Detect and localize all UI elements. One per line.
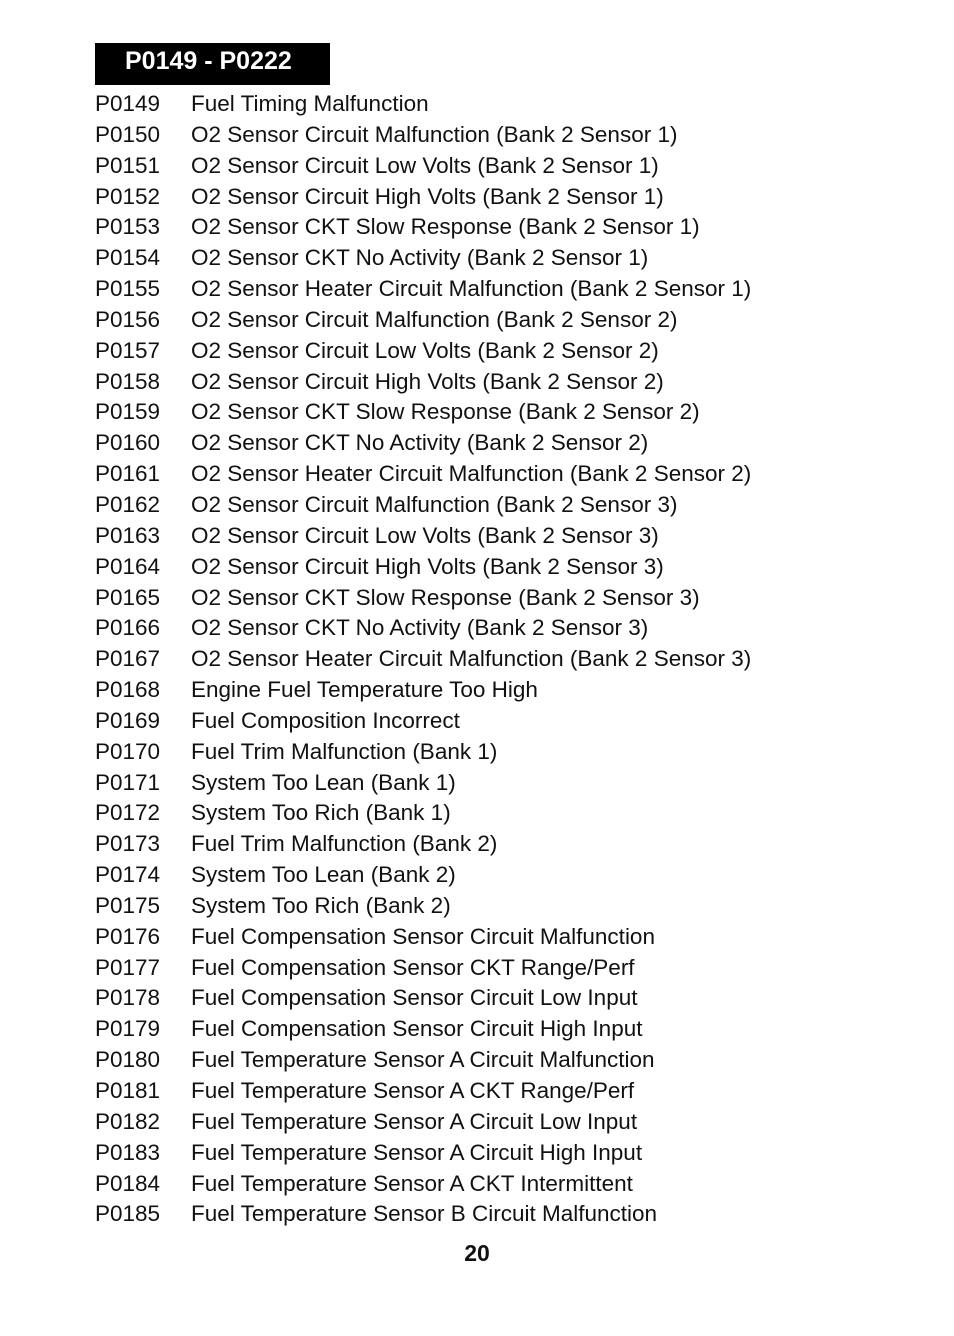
trouble-code: P0153 bbox=[95, 214, 161, 240]
trouble-code: P0158 bbox=[95, 368, 161, 394]
code-row bbox=[95, 243, 915, 274]
code-row bbox=[95, 1076, 915, 1107]
code-description: O2 Sensor CKT No Activity (Bank 2 Sensor 2) bbox=[191, 430, 649, 456]
code-row bbox=[95, 737, 915, 768]
code-row bbox=[95, 1014, 915, 1045]
code-row bbox=[95, 367, 915, 398]
code-description: System Too Lean (Bank 2) bbox=[191, 862, 456, 888]
code-row bbox=[95, 1138, 915, 1169]
trouble-code: P0157 bbox=[95, 337, 161, 363]
trouble-code: P0179 bbox=[95, 1016, 161, 1042]
code-row bbox=[95, 860, 915, 891]
code-row bbox=[95, 798, 915, 829]
code-description: O2 Sensor Circuit Low Volts (Bank 2 Sensor 3) bbox=[191, 522, 659, 548]
code-description: Fuel Temperature Sensor A Circuit High Input bbox=[191, 1139, 643, 1165]
trouble-code: P0176 bbox=[95, 923, 161, 949]
code-description: O2 Sensor Circuit Malfunction (Bank 2 Sensor 2) bbox=[191, 306, 678, 332]
code-description: Fuel Timing Malfunction bbox=[191, 91, 429, 116]
code-row bbox=[95, 1169, 915, 1200]
code-description: O2 Sensor Circuit Low Volts (Bank 2 Sensor 1) bbox=[191, 152, 659, 178]
code-range-header: P0149 - P0222 bbox=[95, 43, 330, 85]
code-description: O2 Sensor Circuit High Volts (Bank 2 Sensor 3) bbox=[191, 553, 664, 579]
trouble-code: P0164 bbox=[95, 553, 161, 579]
trouble-code: P0152 bbox=[95, 183, 161, 209]
code-row bbox=[95, 428, 915, 459]
code-description: Fuel Temperature Sensor A CKT Intermittent bbox=[191, 1170, 633, 1196]
code-row bbox=[95, 1107, 915, 1138]
code-row bbox=[95, 274, 915, 305]
trouble-code: P0173 bbox=[95, 831, 161, 857]
trouble-code: P0159 bbox=[95, 399, 161, 425]
code-row bbox=[95, 305, 915, 336]
code-description: O2 Sensor CKT No Activity (Bank 2 Sensor 3) bbox=[191, 615, 649, 641]
code-description: O2 Sensor Circuit High Volts (Bank 2 Sensor 2) bbox=[191, 368, 664, 394]
trouble-code: P0184 bbox=[95, 1170, 161, 1196]
code-row bbox=[95, 397, 915, 428]
trouble-code: P0151 bbox=[95, 152, 161, 178]
trouble-code: P0155 bbox=[95, 276, 161, 302]
code-row bbox=[95, 336, 915, 367]
trouble-code: P0172 bbox=[95, 800, 161, 826]
trouble-code: P0180 bbox=[95, 1047, 161, 1073]
code-row bbox=[95, 1045, 915, 1076]
code-description: O2 Sensor CKT Slow Response (Bank 2 Sensor 3) bbox=[191, 584, 700, 610]
code-row bbox=[95, 922, 915, 953]
code-description: Engine Fuel Temperature Too High bbox=[191, 677, 538, 703]
code-row bbox=[95, 120, 915, 151]
trouble-code: P0175 bbox=[95, 892, 161, 918]
code-description: Fuel Temperature Sensor A Circuit Low Input bbox=[191, 1108, 638, 1134]
trouble-code: P0165 bbox=[95, 584, 161, 610]
code-description: O2 Sensor Heater Circuit Malfunction (Bank 2 Sensor 3) bbox=[191, 646, 752, 672]
trouble-code: P0154 bbox=[95, 245, 161, 271]
trouble-code: P0167 bbox=[95, 646, 161, 672]
code-description: O2 Sensor Heater Circuit Malfunction (Bank 2 Sensor 1) bbox=[191, 276, 752, 302]
code-description: O2 Sensor CKT No Activity (Bank 2 Sensor 1) bbox=[191, 245, 649, 271]
code-description: Fuel Trim Malfunction (Bank 1) bbox=[191, 738, 498, 764]
code-row bbox=[95, 212, 915, 243]
code-description: O2 Sensor Circuit Malfunction (Bank 2 Sensor 1) bbox=[191, 121, 678, 147]
code-row bbox=[95, 1199, 915, 1230]
code-description: O2 Sensor Circuit Malfunction (Bank 2 Sensor 3) bbox=[191, 491, 678, 517]
trouble-code: P0181 bbox=[95, 1078, 161, 1103]
code-row bbox=[95, 490, 915, 521]
code-description: Fuel Trim Malfunction (Bank 2) bbox=[191, 831, 498, 857]
code-description: O2 Sensor CKT Slow Response (Bank 2 Sensor 2) bbox=[191, 399, 700, 425]
code-row bbox=[95, 182, 915, 213]
code-description: Fuel Compensation Sensor Circuit Malfunction bbox=[191, 923, 655, 949]
trouble-code: P0174 bbox=[95, 862, 161, 888]
code-description: Fuel Temperature Sensor A Circuit Malfunction bbox=[191, 1047, 655, 1073]
trouble-code-list bbox=[95, 89, 915, 1230]
code-row bbox=[95, 891, 915, 922]
code-description: O2 Sensor Circuit Low Volts (Bank 2 Sensor 2) bbox=[191, 337, 659, 363]
trouble-code: P0185 bbox=[95, 1201, 161, 1227]
code-description: O2 Sensor Heater Circuit Malfunction (Bank 2 Sensor 2) bbox=[191, 461, 752, 487]
trouble-code: P0161 bbox=[95, 461, 161, 487]
trouble-code: P0182 bbox=[95, 1108, 161, 1134]
trouble-code: P0156 bbox=[95, 306, 161, 332]
trouble-code: P0170 bbox=[95, 738, 161, 764]
code-description: System Too Lean (Bank 1) bbox=[191, 769, 456, 795]
code-row bbox=[95, 89, 915, 120]
trouble-code: P0169 bbox=[95, 707, 161, 733]
code-row bbox=[95, 983, 915, 1014]
code-row bbox=[95, 552, 915, 583]
code-row bbox=[95, 706, 915, 737]
code-description: Fuel Temperature Sensor B Circuit Malfunction bbox=[191, 1201, 658, 1227]
code-description: Fuel Compensation Sensor Circuit Low Input bbox=[191, 985, 638, 1011]
page-number: 20 bbox=[464, 1240, 490, 1266]
trouble-code: P0162 bbox=[95, 491, 161, 517]
code-row bbox=[95, 644, 915, 675]
trouble-code: P0178 bbox=[95, 985, 161, 1011]
code-description: Fuel Temperature Sensor A CKT Range/Perf bbox=[191, 1078, 635, 1103]
code-row bbox=[95, 613, 915, 644]
trouble-code: P0150 bbox=[95, 121, 161, 147]
trouble-code: P0183 bbox=[95, 1139, 161, 1165]
code-description: System Too Rich (Bank 1) bbox=[191, 800, 451, 826]
code-description: Fuel Compensation Sensor Circuit High Input bbox=[191, 1016, 643, 1042]
code-description: Fuel Composition Incorrect bbox=[191, 707, 460, 733]
code-row bbox=[95, 521, 915, 552]
code-description: System Too Rich (Bank 2) bbox=[191, 892, 451, 918]
trouble-code: P0171 bbox=[95, 769, 161, 795]
trouble-code: P0163 bbox=[95, 522, 161, 548]
code-row bbox=[95, 675, 915, 706]
code-row bbox=[95, 768, 915, 799]
trouble-code: P0177 bbox=[95, 954, 161, 980]
code-row bbox=[95, 953, 915, 984]
trouble-code: P0149 bbox=[95, 91, 161, 116]
code-description: O2 Sensor CKT Slow Response (Bank 2 Sensor 1) bbox=[191, 214, 700, 240]
code-description: O2 Sensor Circuit High Volts (Bank 2 Sensor 1) bbox=[191, 183, 664, 209]
code-row bbox=[95, 583, 915, 614]
trouble-code: P0160 bbox=[95, 430, 161, 456]
code-description: Fuel Compensation Sensor CKT Range/Perf bbox=[191, 954, 635, 980]
code-row bbox=[95, 459, 915, 490]
trouble-code: P0168 bbox=[95, 677, 161, 703]
trouble-code: P0166 bbox=[95, 615, 161, 641]
code-row bbox=[95, 151, 915, 182]
code-row bbox=[95, 829, 915, 860]
